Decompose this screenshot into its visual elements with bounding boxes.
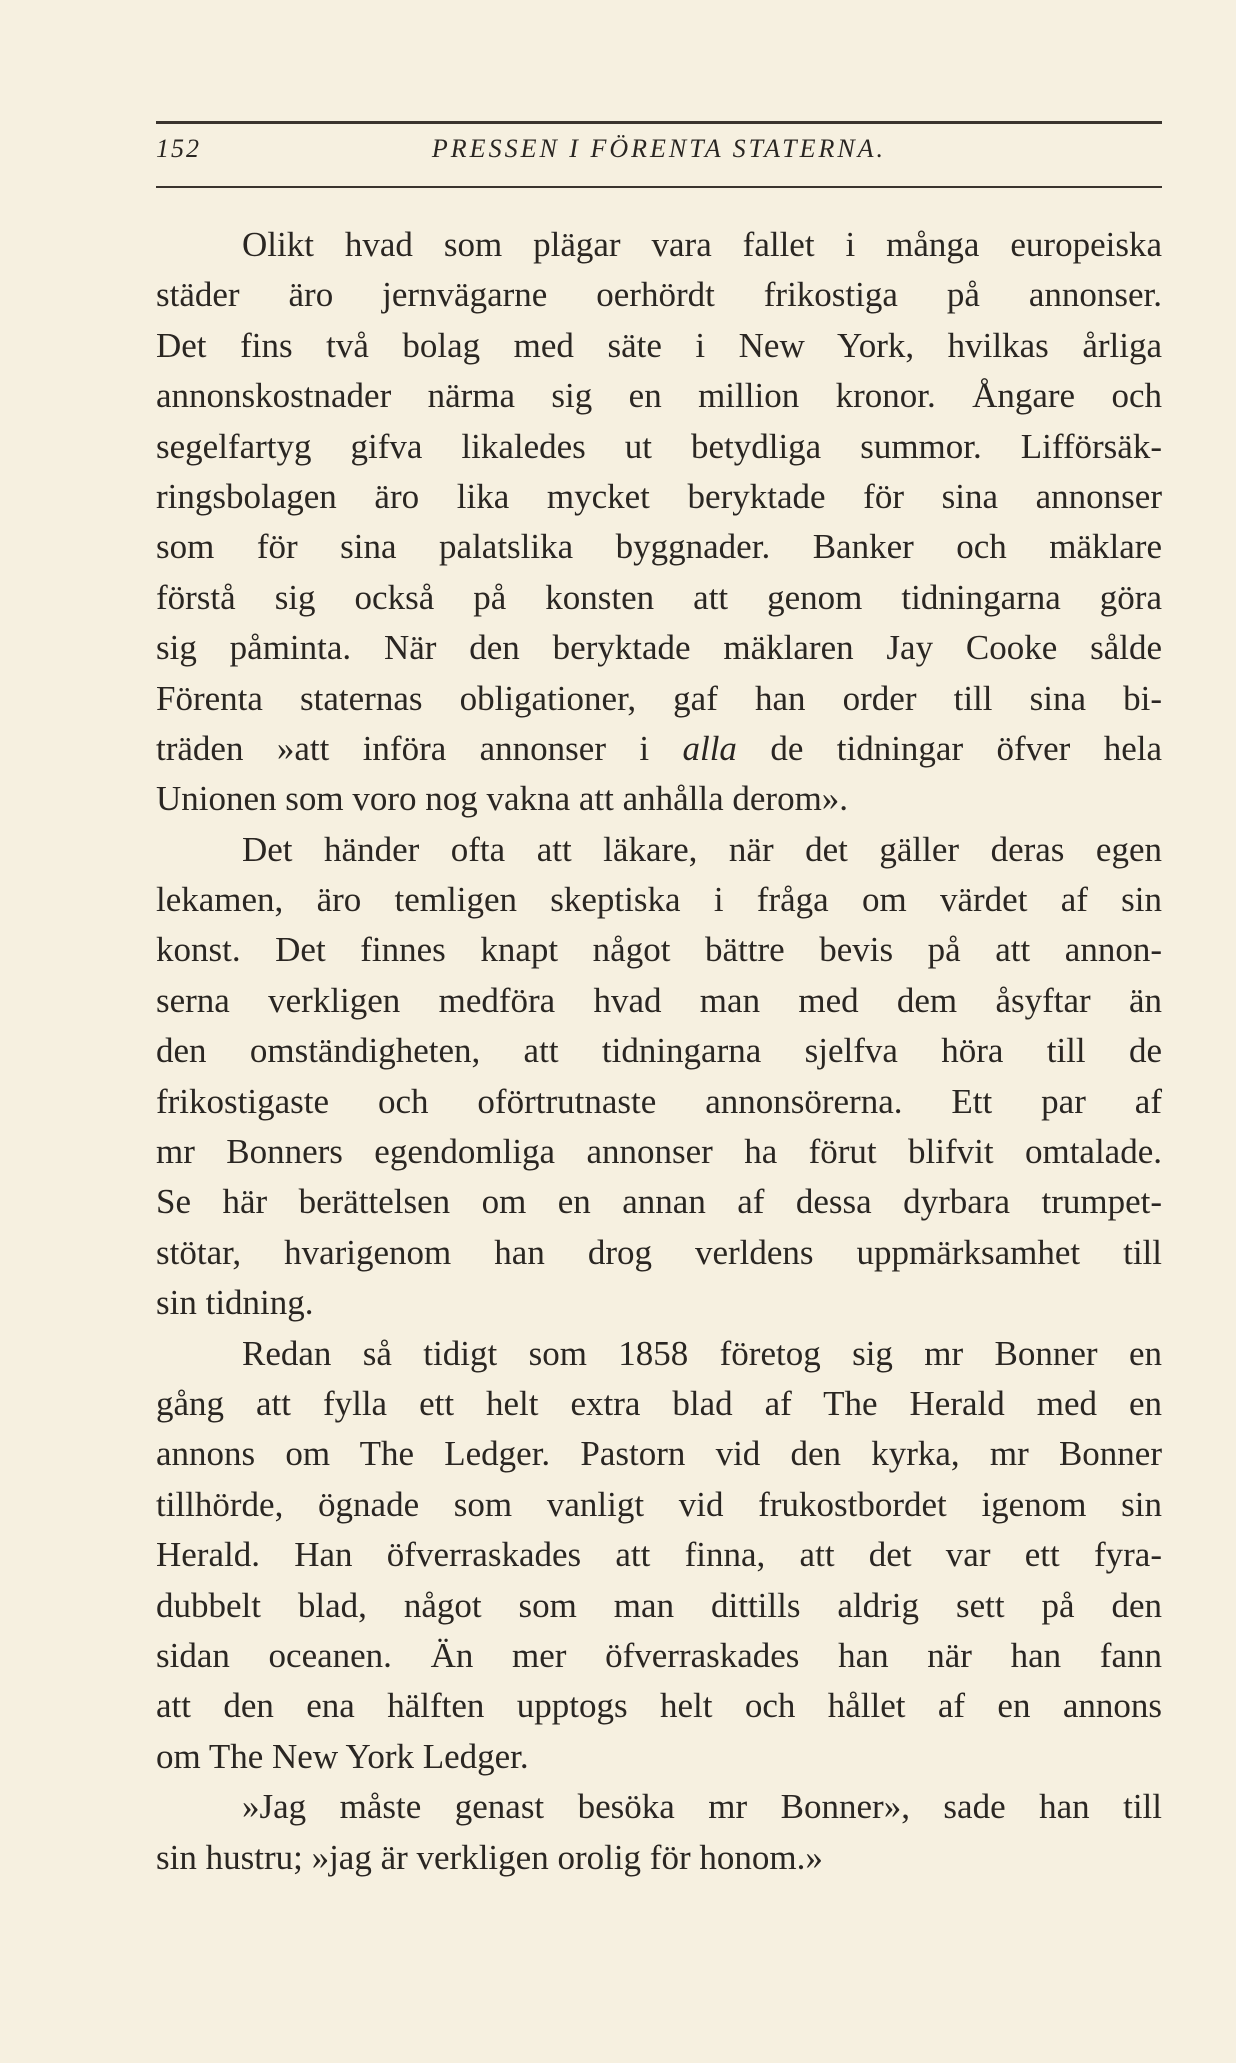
body-text xyxy=(156,220,1162,1883)
text-line: annons om The Ledger. Pastorn vid den kyrka, mr Bonner xyxy=(156,1434,1162,1474)
text-line: Det fins två bolag med säte i New York, hvilkas årliga xyxy=(156,325,1162,365)
text-line: annonskostnader närma sig en million kronor. Ångare och xyxy=(156,376,1162,416)
text-line: att den ena hälften upptogs helt och hållet af en annons xyxy=(156,1686,1162,1726)
text-line xyxy=(156,724,1162,774)
text-line: Olikt hvad som plägar vara fallet i många europeiska xyxy=(242,225,1162,264)
text-line: lekamen, äro temligen skeptiska i fråga om värdet af sin xyxy=(156,880,1162,920)
text-line: dubbelt blad, något som man dittills aldrig sett på den xyxy=(156,1585,1162,1625)
text-line: gång att fylla ett helt extra blad af The Herald med en xyxy=(156,1383,1162,1423)
text-line: om The New York Ledger. xyxy=(156,1736,529,1776)
emphasized-word: alla xyxy=(682,728,737,768)
text-line: sidan oceanen. Än mer öfverraskades han när han fann xyxy=(156,1635,1162,1675)
text-line: Herald. Han öfverraskades att finna, att det var ett fyra- xyxy=(156,1535,1162,1575)
text-fragment: de tidningar öfver hela xyxy=(770,728,1163,768)
text-line: städer äro jernvägarne oerhördt frikostiga på annonser. xyxy=(156,275,1162,315)
text-line: Redan så tidigt som 1858 företog sig mr Bonner en xyxy=(242,1333,1162,1373)
text-line: den omständigheten, att tidningarna sjelfva höra till de xyxy=(156,1031,1162,1071)
text-line: Förenta staternas obligationer, gaf han order till sina bi- xyxy=(156,678,1162,718)
text-line: förstå sig också på konsten att genom tidningarna göra xyxy=(156,577,1162,617)
text-line: Det händer ofta att läkare, när det gäller deras egen xyxy=(242,829,1162,869)
header-rule-top xyxy=(156,121,1162,124)
text-line: »Jag måste genast besöka mr Bonner», sade han till xyxy=(242,1787,1162,1827)
page-header xyxy=(156,134,1162,174)
text-line: tillhörde, ögnade som vanligt vid frukostbordet igenom sin xyxy=(156,1484,1162,1524)
text-line: stötar, hvarigenom han drog verldens uppmärksamhet till xyxy=(156,1232,1162,1272)
text-line: som för sina palatslika byggnader. Banker och mäklare xyxy=(156,527,1162,567)
text-line: mr Bonners egendomliga annonser ha förut blifvit omtalade. xyxy=(156,1132,1162,1172)
text-line: ringsbolagen äro lika mycket beryktade för sina annonser xyxy=(156,476,1162,516)
text-line: sin hustru; »jag är verkligen orolig för honom.» xyxy=(156,1837,823,1877)
text-fragment: träden »att införa annonser i xyxy=(156,728,650,768)
text-line: Unionen som voro nog vakna att anhålla derom». xyxy=(156,779,849,819)
text-line: sig påminta. När den beryktade mäklaren Jay Cooke sålde xyxy=(156,628,1162,668)
text-line: segelfartyg gifva likaledes ut betydliga summor. Lifförsäk- xyxy=(156,426,1162,466)
text-line: konst. Det finnes knapt något bättre bevis på att annon- xyxy=(156,930,1162,970)
header-rule-bottom xyxy=(156,186,1162,188)
running-title: PRESSEN I FÖRENTA STATERNA. xyxy=(431,134,887,163)
text-line: sin tidning. xyxy=(156,1283,314,1323)
text-line: serna verkligen medföra hvad man med dem åsyftar än xyxy=(156,980,1162,1020)
text-line: Se här berättelsen om en annan af dessa dyrbara trumpet- xyxy=(156,1182,1162,1222)
page-number: 152 xyxy=(156,134,201,163)
text-line: frikostigaste och oförtrutnaste annonsörerna. Ett par af xyxy=(156,1081,1162,1121)
